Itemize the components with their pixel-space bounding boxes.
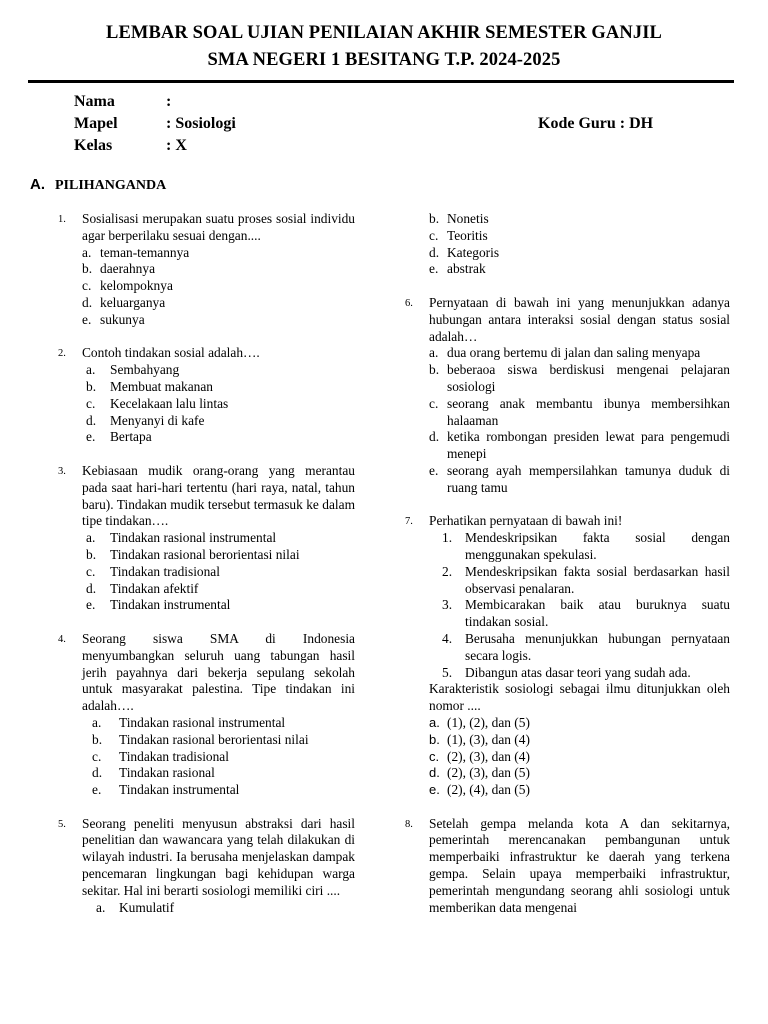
option-label: a.	[92, 714, 102, 730]
option	[429, 345, 730, 362]
statement-text: Dibangun atas dasar teori yang sudah ada.	[465, 664, 691, 680]
exam-title: LEMBAR SOAL UJIAN PENILAIAN AKHIR SEMESTER GANJIL	[106, 23, 662, 43]
option	[429, 396, 730, 430]
option	[82, 765, 355, 782]
option-text: beberaoa siswa berdiskusi mengenai pelajaran sosiologi	[447, 362, 730, 394]
option-text: daerahnya	[100, 261, 156, 277]
option-label: b.	[92, 731, 103, 747]
option-text: Kecelakaan lalu lintas	[110, 395, 229, 411]
question-8	[405, 815, 730, 917]
option-text: Tindakan instrumental	[110, 597, 231, 613]
question-number: 1.	[58, 214, 66, 225]
option-text: Tindakan rasional	[119, 765, 215, 781]
option	[82, 261, 355, 278]
option-label: a.	[96, 899, 106, 915]
option	[82, 749, 355, 766]
option	[429, 782, 730, 799]
option-text: Tindakan tradisional	[119, 748, 229, 764]
nama-label: Nama	[74, 93, 115, 110]
question-number: 6.	[405, 297, 413, 309]
question-number: 3.	[58, 465, 66, 477]
question-stem: Seorang peneliti menyusun abstraksi dari hasil penelitian dan wawancara yang telah dilakukan di wilayah industri. Ia berusaha menjelaskan dampak pencemaran lingkungan bagi kehidupan warga sekitar. Hal ini berarti sosiologi memiliki ciri ....	[82, 815, 355, 898]
option-text: Kategoris	[447, 244, 500, 260]
question-number: 8.	[405, 818, 413, 830]
option	[82, 362, 355, 379]
option	[429, 732, 730, 749]
option	[429, 749, 730, 766]
statement	[429, 631, 730, 665]
option-label: e.	[92, 782, 102, 798]
question-stem: Contoh tindakan sosial adalah….	[82, 345, 260, 361]
option-label: d.	[82, 294, 93, 310]
option-text: Tindakan afektif	[110, 580, 199, 596]
option-text: Nonetis	[447, 211, 489, 226]
option-label: e.	[429, 261, 439, 277]
option	[82, 530, 355, 547]
question-number: 5.	[58, 818, 66, 830]
question-1	[58, 211, 355, 329]
option-label: b.	[86, 378, 97, 394]
option-label: e.	[82, 311, 92, 327]
option-text: Tindakan rasional instrumental	[119, 714, 286, 730]
option	[82, 396, 355, 413]
option	[82, 581, 355, 598]
option-label: c.	[86, 395, 96, 411]
option-text: teman-temannya	[100, 244, 190, 260]
question-stem: Pernyataan di bawah ini yang menunjukkan adanya hubungan antara interaksi sosial dengan status sosial adalah…	[429, 294, 730, 344]
option-text: Membuat makanan	[110, 378, 213, 394]
question-2	[58, 345, 355, 446]
header-divider	[28, 80, 734, 83]
option-text: Sembahyang	[110, 362, 180, 378]
option-label: a.	[429, 714, 440, 730]
option-text: (2), (4), dan (5)	[447, 782, 530, 798]
option-text: Tindakan rasional instrumental	[110, 530, 277, 546]
option	[429, 228, 730, 245]
option-text: Menyanyi di kafe	[110, 412, 205, 428]
statement-text: Berusaha menunjukkan hubungan pernyataan secara logis.	[465, 630, 730, 663]
question-stem: Sosialisasi merupakan suatu proses sosial individu agar berperilaku sesuai dengan....	[82, 211, 355, 243]
statement-text: Membicarakan baik atau buruknya suatu tindakan sosial.	[465, 597, 730, 630]
option	[82, 295, 355, 312]
mapel-label: Mapel	[74, 115, 118, 132]
option-text: Bertapa	[110, 429, 152, 445]
statement	[429, 564, 730, 598]
option-label: d.	[86, 412, 97, 428]
option	[82, 278, 355, 295]
option-text: (2), (3), dan (5)	[447, 765, 530, 781]
option	[82, 379, 355, 396]
option-text: seorang anak membantu ibunya membersihkan halaaman	[447, 395, 730, 428]
option	[82, 782, 355, 799]
option-label: b.	[86, 546, 97, 562]
kelas-value: : X	[166, 137, 187, 154]
mapel-value: : Sosiologi	[166, 115, 236, 132]
option-text: Kumulatif	[119, 899, 175, 915]
option-label: b.	[429, 362, 440, 378]
option-label: e.	[429, 462, 439, 478]
option	[82, 564, 355, 581]
option-text: abstrak	[447, 261, 486, 277]
question-number: 4.	[58, 633, 66, 645]
option-label: b.	[82, 261, 93, 277]
option-text: (2), (3), dan (4)	[447, 748, 530, 764]
option-label: b.	[429, 211, 440, 226]
statement	[429, 530, 730, 564]
option-label: a.	[86, 362, 96, 378]
option	[82, 312, 355, 329]
question-stem: Kebiasaan mudik orang-orang yang merantau pada saat hari-hari tertentu (hari raya, natal, tahun baru). Tindakan mudik tersebut termasuk ke dalam tipe tindakan….	[82, 462, 355, 529]
school-title: SMA NEGERI 1 BESITANG T.P. 2024-2025	[207, 50, 561, 70]
option-label: d.	[429, 429, 440, 445]
option-text: kelompoknya	[100, 278, 173, 294]
option-label: e.	[86, 429, 96, 445]
statement	[429, 597, 730, 631]
option	[82, 900, 355, 917]
statement-label: 3.	[442, 597, 453, 613]
statement-label: 5.	[442, 664, 453, 680]
statement-label: 2.	[442, 563, 453, 579]
option	[82, 547, 355, 564]
question-5	[58, 815, 355, 917]
option	[429, 211, 730, 228]
option-label: a.	[82, 244, 92, 260]
option-text: (1), (2), dan (5)	[447, 714, 530, 730]
option-label: c.	[429, 748, 440, 764]
option-text: keluarganya	[100, 294, 166, 310]
option	[429, 463, 730, 497]
statement-label: 4.	[442, 630, 453, 646]
question-6	[405, 294, 730, 497]
option-text: Tindakan rasional berorientasi nilai	[119, 731, 309, 747]
question-prompt: Karakteristik sosiologi sebagai ilmu ditunjukkan oleh nomor ....	[429, 681, 730, 714]
question-number: 7.	[405, 516, 413, 528]
option-text: seorang ayah mempersilahkan tamunya duduk di ruang tamu	[447, 462, 730, 495]
option-text: sukunya	[100, 311, 145, 327]
option-label: a.	[86, 530, 96, 546]
question-stem: Perhatikan pernyataan di bawah ini!	[429, 513, 623, 529]
section-heading	[30, 176, 166, 194]
kode-guru: Kode Guru : DH	[538, 115, 654, 132]
option-label: d.	[92, 765, 103, 781]
option-label: b.	[429, 731, 440, 747]
question-number: 2.	[58, 348, 66, 360]
option-text: dua orang bertemu di jalan dan saling menyapa	[447, 345, 701, 361]
option	[429, 765, 730, 782]
option-text: (1), (3), dan (4)	[447, 731, 530, 747]
option	[82, 597, 355, 614]
option	[82, 429, 355, 446]
right-column	[405, 211, 730, 916]
left-column	[58, 211, 355, 916]
option	[429, 261, 730, 278]
question-4	[58, 630, 355, 799]
option-text: ketika rombongan presiden lewat para pengemudi menepi	[447, 429, 730, 462]
section-title: PILIHANGANDA	[55, 178, 167, 193]
option	[82, 413, 355, 430]
option	[429, 245, 730, 262]
statement-text: Mendeskripsikan fakta sosial dengan menggunakan spekulasi.	[465, 530, 730, 562]
option-label: c.	[82, 278, 92, 294]
option	[429, 715, 730, 732]
option	[82, 715, 355, 732]
kelas-label: Kelas	[74, 137, 113, 154]
nama-field: :	[166, 93, 172, 110]
section-letter: A.	[30, 176, 45, 193]
question-5-continued	[429, 211, 730, 278]
option-label: d.	[429, 244, 440, 260]
option-text: Tindakan instrumental	[119, 782, 240, 798]
option-label: e.	[429, 782, 440, 798]
question-3	[58, 462, 355, 614]
option-label: d.	[429, 765, 440, 781]
statement-label: 1.	[442, 530, 453, 546]
option-text: Tindakan tradisional	[110, 563, 220, 579]
option-label: c.	[92, 748, 102, 764]
option-label: c.	[86, 563, 96, 579]
option	[429, 429, 730, 463]
option-label: a.	[429, 345, 439, 361]
question-stem: Seorang siswa SMA di Indonesia menyumbangkan seluruh uang tabungan hasil jerih payahnya dari bekerja sepulang sekolah untuk masyarakat palestina. Tipe tindakan ini adalah….	[82, 630, 355, 714]
option	[429, 362, 730, 396]
option	[82, 732, 355, 749]
option-label: c.	[429, 395, 439, 411]
option-text: Tindakan rasional berorientasi nilai	[110, 546, 300, 562]
option	[82, 245, 355, 262]
option-label: c.	[429, 227, 439, 243]
option-text: Teoritis	[447, 227, 488, 243]
question-7	[405, 513, 730, 799]
option-label: e.	[86, 597, 96, 613]
statement-text: Mendeskripsikan fakta sosial berdasarkan hasil observasi penalaran.	[465, 563, 730, 596]
statement	[429, 665, 730, 682]
option-label: d.	[86, 580, 97, 596]
question-stem: Setelah gempa melanda kota A dan sekitarnya, pemerintah merencanakan pembangunan untuk memperbaiki infrastruktur ke daerah yang terkena gempa. Selain upaya memperbaiki infrastruktur, pemerintah mengundang seorang ahli sosiologi untuk memberikan data mengenai	[429, 815, 730, 915]
